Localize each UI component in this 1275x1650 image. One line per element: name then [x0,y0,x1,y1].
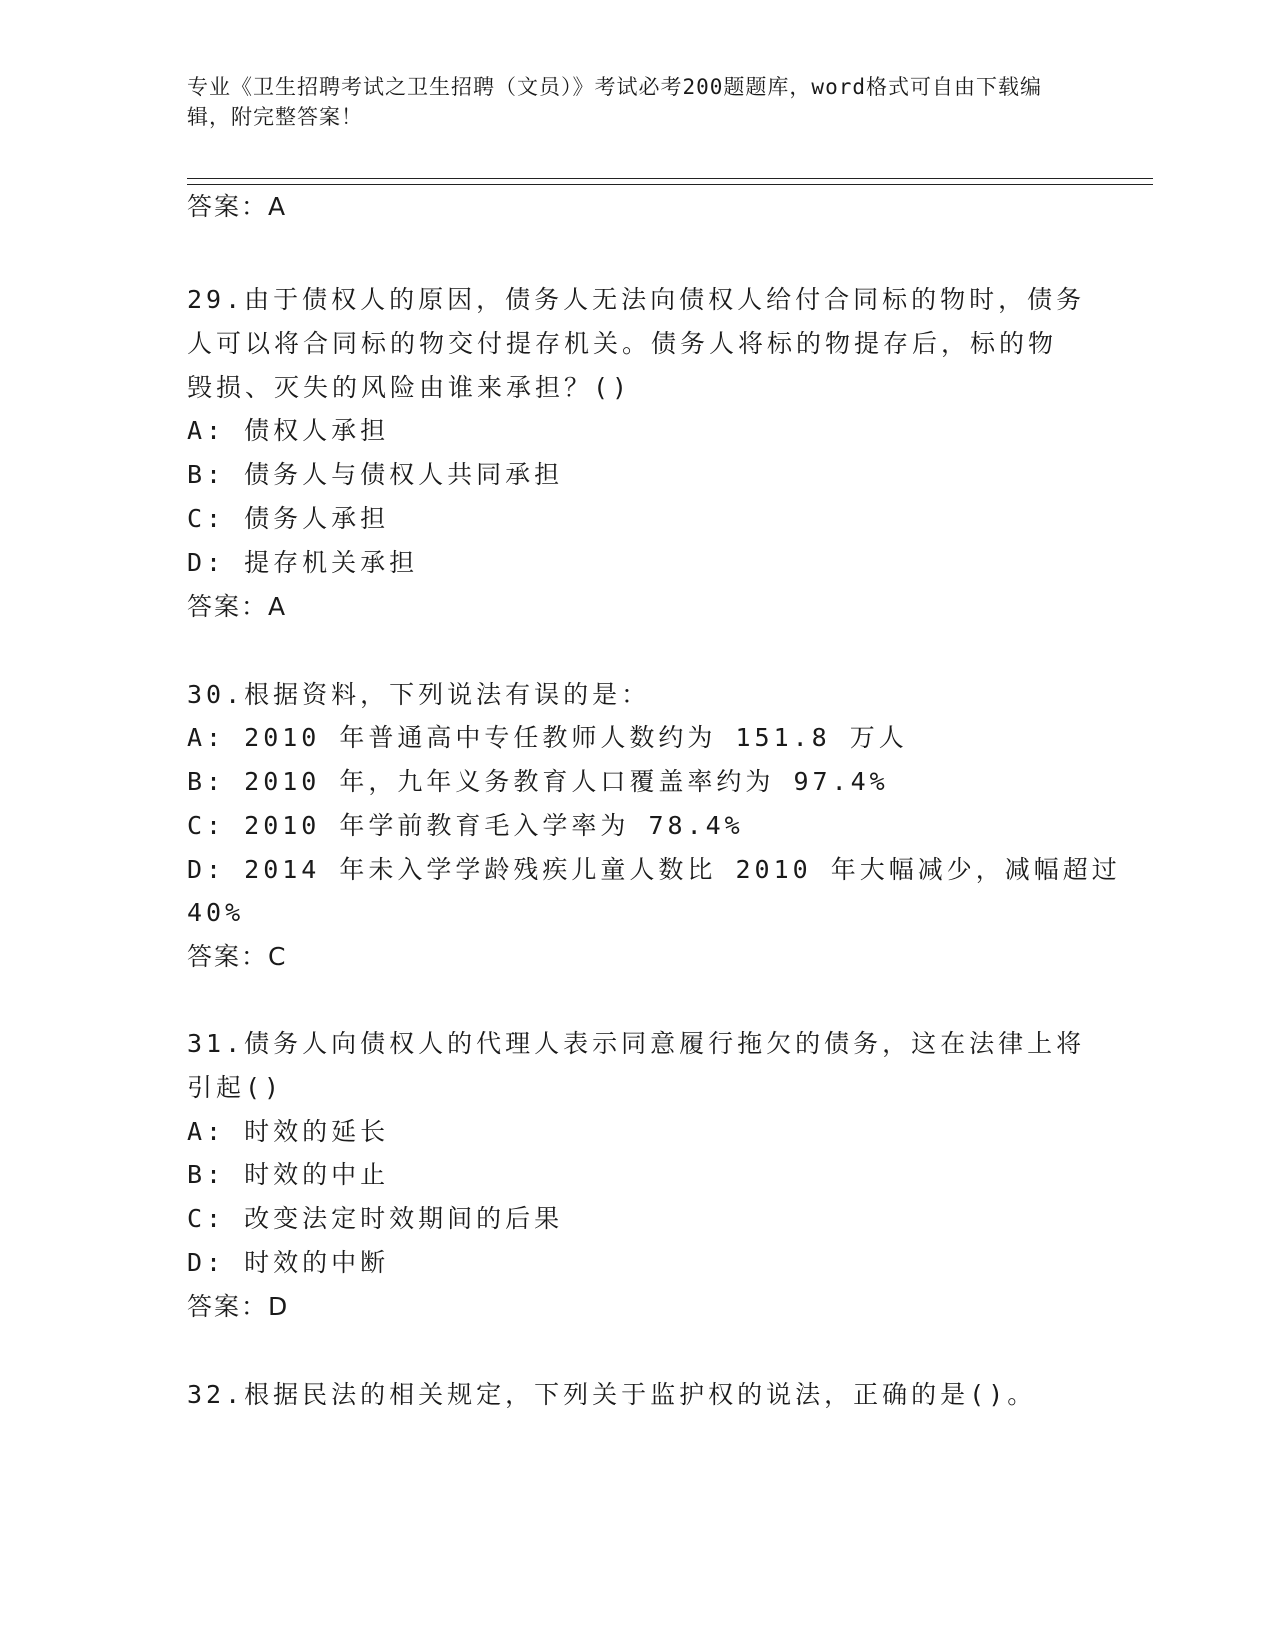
question-30-option-d-line-1: D: 2014 年未入学学龄残疾儿童人数比 2010 年大幅减少，减幅超过 [187,855,1121,884]
question-30-option-d-line-2: 40% [187,898,245,927]
answer-31: 答案：D [187,1292,290,1321]
question-31-option-d: D: 时效的中断 [187,1248,390,1277]
header-rule-bottom [187,184,1153,185]
question-29-line-1: 29.由于债权人的原因，债务人无法向债权人给付合同标的物时，债务 [187,285,1086,314]
question-30-option-b: B: 2010 年，九年义务教育人口覆盖率约为 97.4% [187,767,889,796]
answer-29: 答案：A [187,592,288,621]
header-rule-top [187,178,1153,179]
question-29-line-3: 毁损、灭失的风险由谁来承担？() [187,373,632,402]
document-header: 专业《卫生招聘考试之卫生招聘（文员）》考试必考200题题库，word格式可自由下载编辑，附完整答案！ [187,75,1042,129]
question-31-line-1: 31.债务人向债权人的代理人表示同意履行拖欠的债务，这在法律上将 [187,1029,1086,1058]
question-30-option-c: C: 2010 年学前教育毛入学率为 78.4% [187,811,744,840]
question-29-option-d: D: 提存机关承担 [187,548,419,577]
question-29-option-b: B: 债务人与债权人共同承担 [187,460,564,489]
question-31-option-b: B: 时效的中止 [187,1160,390,1189]
question-29-option-c: C: 债务人承担 [187,504,390,533]
question-30-line-1: 30.根据资料，下列说法有误的是： [187,680,651,709]
question-31-line-2: 引起() [187,1073,284,1102]
question-30-option-a: A: 2010 年普通高中专任教师人数约为 151.8 万人 [187,723,908,752]
answer-30: 答案：C [187,942,288,971]
question-31-option-c: C: 改变法定时效期间的后果 [187,1204,564,1233]
question-29-option-a: A: 债权人承担 [187,416,390,445]
question-31-option-a: A: 时效的延长 [187,1117,390,1146]
question-29-line-2: 人可以将合同标的物交付提存机关。债务人将标的物提存后，标的物 [187,329,1058,358]
answer-28: 答案：A [187,192,288,221]
question-32-line-1: 32.根据民法的相关规定，下列关于监护权的说法，正确的是()。 [187,1380,1037,1409]
